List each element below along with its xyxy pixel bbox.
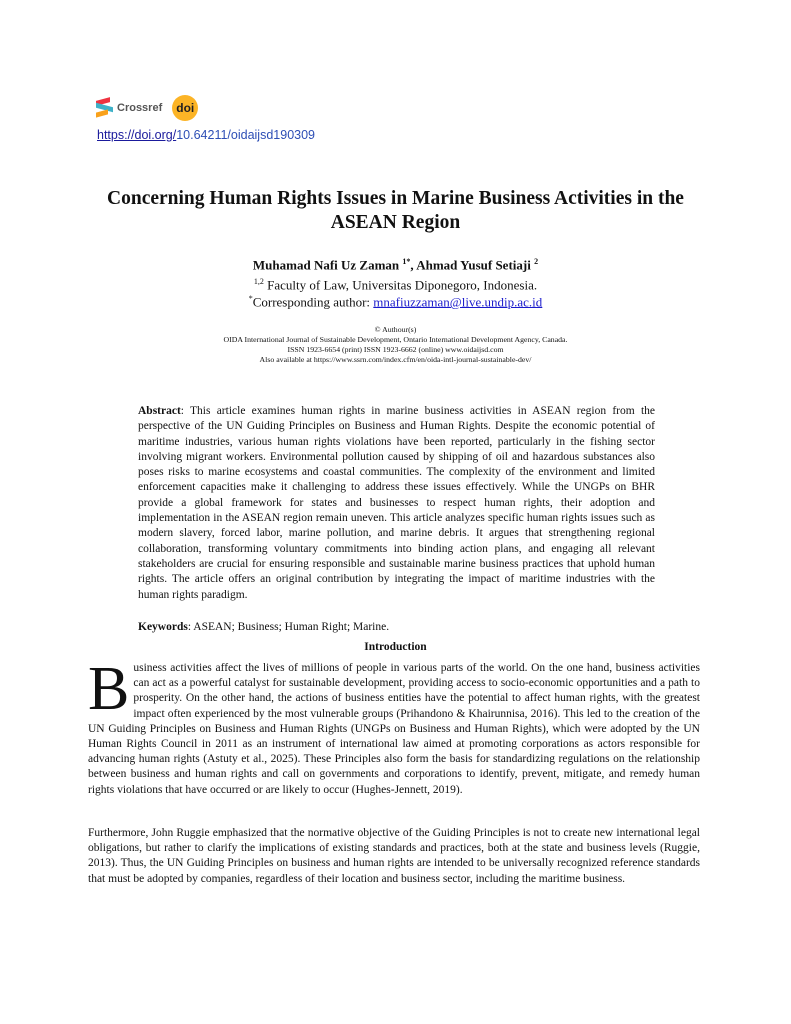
affiliation-text: Faculty of Law, Universitas Diponegoro, Indonesia. [267,277,538,293]
affiliation [90,277,701,293]
drop-cap: B [88,655,130,723]
corr-label: Corresponding author: [252,294,374,310]
corresponding-author [90,294,701,310]
doi-link-prefix[interactable]: https://doi.org/ [97,128,177,142]
doi-link[interactable] [97,128,315,142]
author-2-sup: 2 [534,257,539,266]
abstract [138,404,655,603]
doi-link-suffix[interactable]: 10.64211/oidaijsd190309 [176,128,316,142]
intro-paragraph-1-text: usiness activities affect the lives of millions of people in various parts of the world. On the one hand, business activities can act as a powerful catalyst for sustainable development, providing access to socio-economic opportunities and a path to prosperity. On the other hand, the actions of business entities have the potential to affect human rights, with the greatest impact often experienced by the most vulnerable groups (Prihandono & Khairunnisa, 2016). This led to the creation of the UN Guiding Principles on Business and Human Rights (UNGPs on Business and Human Rights), which were adopted by the UN Human Rights Council in 2011 as an instrument of international law aimed at promoting corporations as actors responsible for advancing human rights (Astuty et al., 2025). These Principles also form the basis for standardizing regulations on the relationship between business and human rights and call on governments and corporations to identify, prevent, mitigate, and remedy human rights violations that have occurred or are likely to occur (Hughes-Jennett, 2019). [88,662,700,796]
introduction-heading: Introduction [364,641,427,653]
corr-email-link[interactable]: mnafiuzzaman@live.undip.ac.id [373,294,543,310]
author-1: Muhamad Nafi Uz Zaman [252,257,400,273]
author-2: Ahmad Yusuf Setiaji [416,257,531,273]
copyright: © Authour(s) [374,325,417,334]
issn: ISSN 1923-6654 (print) ISSN 1923-6662 (online) www.oidaijsd.com [287,345,504,354]
crossref-icon [96,99,113,117]
keywords-text: : ASEAN; Business; Human Right; Marine. [187,621,390,633]
paper-title: Concerning Human Rights Issues in Marine Business Activities in the ASEAN Region [107,188,684,233]
publisher-logos [96,95,198,121]
journal-meta [90,325,701,365]
author-1-sup: 1* [402,257,411,266]
authors: Muhamad Nafi Uz Zaman $^{1*}$, Ahmad Yusuf Setiaji $^2$ [252,257,539,273]
keywords [138,621,655,633]
intro-paragraph-2: Furthermore, John Ruggie emphasized that the normative objective of the Guiding Principles is not to create new international legal obligations, but rather to clarify the implications of existing standards and practices, both at the state and business levels (Ruggie, 2013). Thus, the UN Guiding Principles on business and human rights are intended to be universally recognized reference standards that must be adopted by companies, regardless of their location and business sector, including the maritime business. [88,827,700,885]
affiliation-sup: 1,2 [253,277,264,286]
corr-sup: * [248,294,253,303]
abstract-text: : This article examines human rights in marine business activities in ASEAN region from the perspective of the UN Guiding Principles on Business and Human Rights. Despite the economic potential of maritime industries, various human rights violations have been reported, particularly in the fishing sector involving migrant workers. Environmental pollution caused by shipping of oil and hazardous substances also poses risks to marine ecosystems and coastal communities. The complexity of the environment and limited enforcement capacities make it challenging to address these issues effectively. While the UNGPs on BHR provide a global framework for states and businesses to respect human rights, their adoption and implementation in the ASEAN region remain uneven. This article analyzes specific human rights issues such as modern slavery, forced labor, marine pollution, and marine debris. It argues that strengthening regional collaboration, transforming voluntary commitments into binding action plans, and engaging all relevant stakeholders are crucial for ensuring responsible and sustainable marine business practices that uphold human rights. The article offers an original contribution by integrating the impact of maritime industries with the human rights paradigm. [138,405,655,601]
crossref-logo [96,99,162,117]
also-available: Also available at https://www.ssrn.com/index.cfm/en/oida-intl-journal-sustainable-dev/ [259,355,532,364]
abstract-label: Abstract [138,405,181,417]
crossref-label: Crossref [117,102,163,114]
doi-icon: doi [172,95,198,121]
journal-name: OIDA International Journal of Sustainable Development, Ontario International Development Agency, Canada. [223,335,568,344]
intro-paragraph-1 [88,655,700,798]
keywords-label: Keywords [138,621,188,633]
